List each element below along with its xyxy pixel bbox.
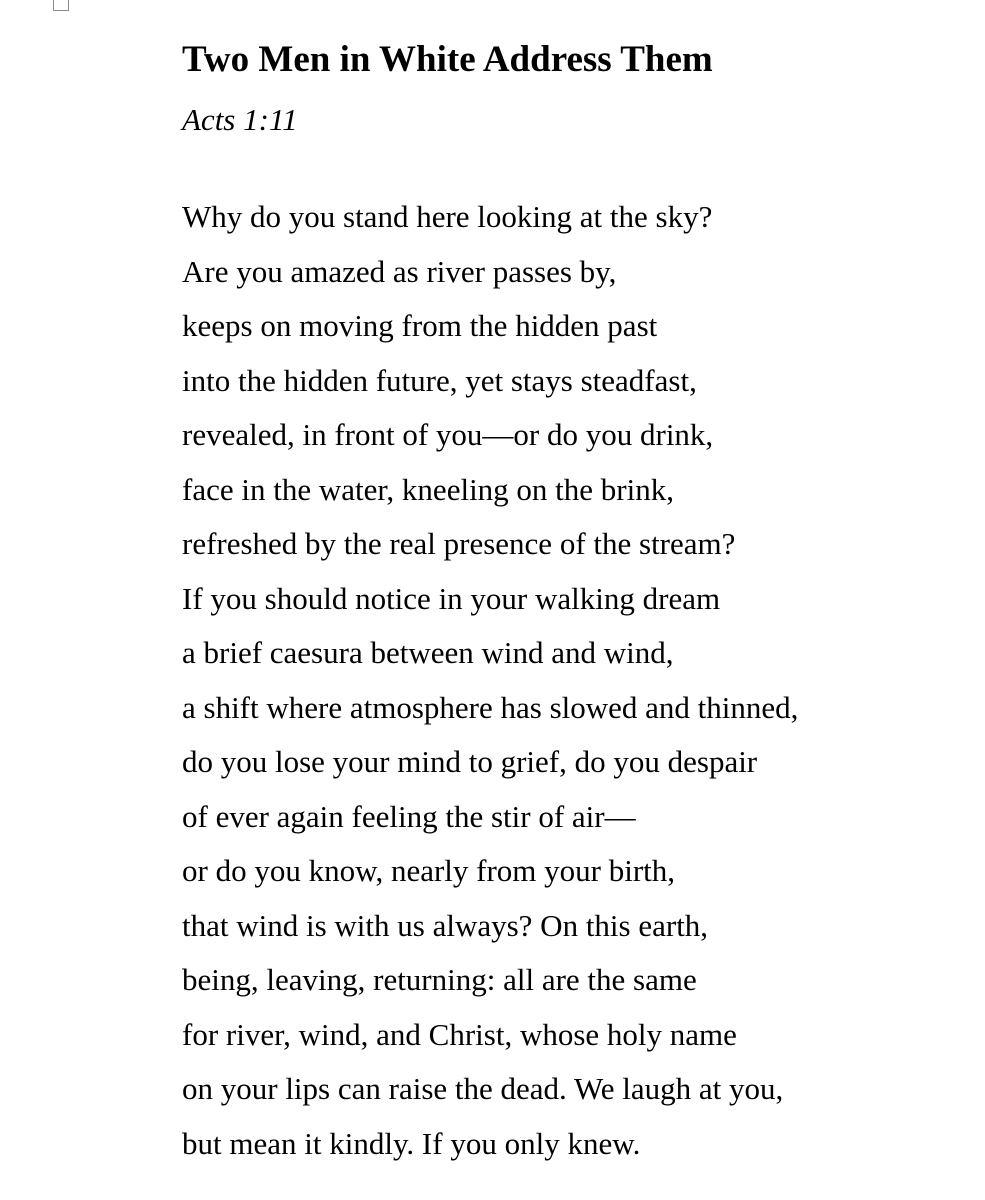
poem-title: Two Men in White Address Them	[182, 39, 713, 80]
poem-line: or do you know, nearly from your birth,	[182, 853, 676, 888]
poem-line: Why do you stand here looking at the sky?	[182, 199, 713, 234]
poem-line: for river, wind, and Christ, whose holy name	[182, 1016, 737, 1052]
poem-line: a brief caesura between wind and wind,	[182, 635, 674, 670]
poem-line: but mean it kindly. If you only knew.	[182, 1125, 641, 1161]
poem-line: do you lose your mind to grief, do you despair	[182, 744, 758, 779]
poem-line: keeps on moving from the hidden past	[182, 308, 658, 343]
poem-line: Are you amazed as river passes by,	[182, 253, 617, 289]
poem-line: If you should notice in your walking dream	[182, 580, 721, 616]
scripture-reference: Acts 1:11	[182, 102, 298, 137]
poem-line: being, leaving, returning: all are the same	[182, 962, 697, 997]
poem-line: face in the water, kneeling on the brink,	[182, 471, 674, 507]
poem-line: a shift where atmosphere has slowed and thinned,	[182, 689, 799, 725]
poem-line: refreshed by the real presence of the stream?	[182, 526, 736, 561]
poem-line: on your lips can raise the dead. We laugh at you,	[182, 1071, 784, 1106]
poem-body	[182, 190, 798, 1171]
poem-line: revealed, in front of you—or do you drink,	[182, 417, 714, 452]
poem-line: of ever again feeling the stir of air—	[182, 798, 636, 834]
page-corner-mark	[53, 0, 69, 11]
poem-line: into the hidden future, yet stays steadfast,	[182, 362, 697, 398]
poem-line: that wind is with us always? On this earth,	[182, 907, 709, 943]
